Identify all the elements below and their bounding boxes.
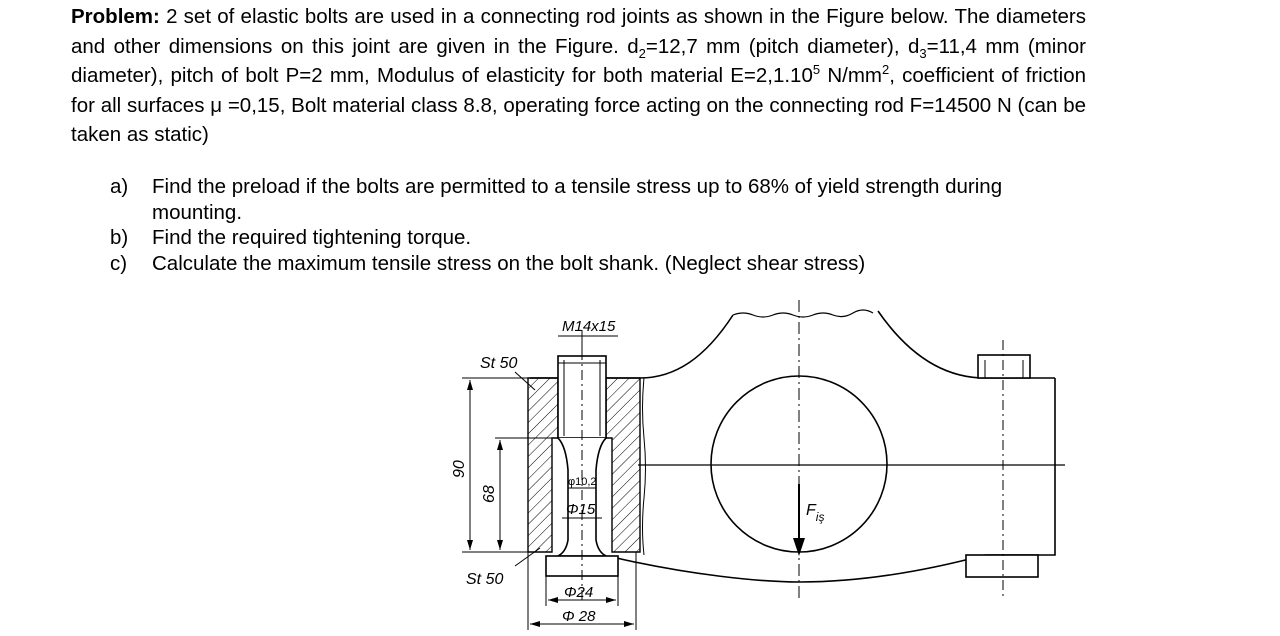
force-label bbox=[806, 502, 824, 524]
subscript-2: 2 bbox=[638, 45, 646, 61]
task-text: Find the preload if the bolts are permitted to a tensile stress up to 68% of yield strength during mounting. bbox=[152, 175, 1003, 224]
problem-text-4: N/mm bbox=[820, 64, 882, 87]
problem-text-2: =12,7 mm (pitch diameter), d bbox=[645, 34, 920, 58]
force-arrow bbox=[793, 484, 805, 556]
dimension-90: 90 bbox=[451, 460, 468, 478]
bolt-right bbox=[966, 340, 1038, 600]
task-text: Calculate the maximum tensile stress on the bolt shank. (Neglect shear stress) bbox=[152, 251, 866, 275]
force-label-sub: iş bbox=[815, 510, 825, 524]
material-label-bottom: St 50 bbox=[466, 571, 504, 588]
dimension-d24: Φ24 bbox=[564, 584, 594, 601]
superscript-2: 2 bbox=[882, 62, 890, 78]
problem-label: Problem: bbox=[71, 5, 160, 28]
dimension-d15: Φ15 bbox=[566, 501, 596, 518]
dimension-68: 68 bbox=[481, 485, 498, 503]
problem-text-1: 2 set of elastic bolts are used in a connecting rod joints as shown in the Figure below. The diameters and other dimensions on this joint are given in the Figure. d bbox=[71, 5, 1086, 58]
dimension-d10: φ10,2 bbox=[568, 476, 597, 488]
task-label: a) bbox=[110, 175, 129, 198]
thread-label: M14x15 bbox=[562, 318, 616, 335]
dimension-d28: Φ 28 bbox=[562, 608, 596, 625]
task-label: b) bbox=[110, 226, 129, 249]
superscript-5: 5 bbox=[812, 62, 821, 78]
problem-text-3: =11,4 mm (minor diameter), pitch of bolt P=2 mm, Modulus of elasticity for both material E=2,1.10 bbox=[71, 34, 1086, 87]
task-label: c) bbox=[110, 251, 128, 275]
force-label-main: F bbox=[806, 502, 816, 519]
problem-text-5: , coefficient of friction for all surfaces μ =0,15, Bolt material class 8.8, operating force acting on the connecting rod F=14500 N (can be taken as static) bbox=[71, 64, 1087, 146]
task-text: Find the required tightening torque. bbox=[152, 226, 472, 249]
material-label-top: St 50 bbox=[480, 355, 518, 372]
bolt bbox=[546, 330, 618, 600]
subscript-3: 3 bbox=[919, 45, 927, 61]
